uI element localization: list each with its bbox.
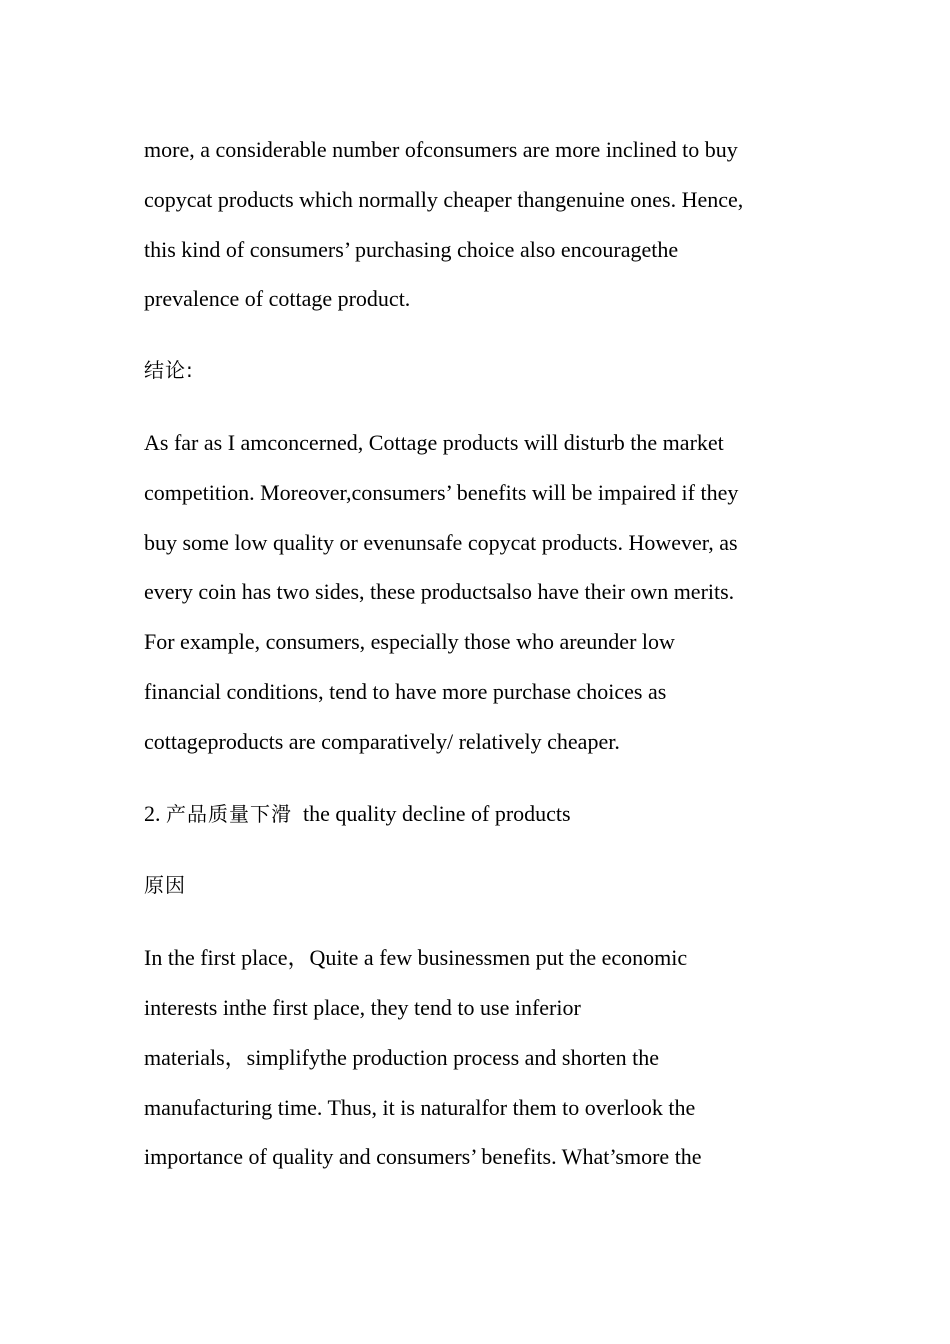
text-line: For example, consumers, especially those who areunder low <box>144 629 675 655</box>
text-line: prevalence of cottage product. <box>144 286 411 312</box>
text-line: copycat products which normally cheaper thangenuine ones. Hence, <box>144 186 744 212</box>
section-heading-line <box>144 789 814 840</box>
text-line: competition. Moreover,consumers’ benefits will be impaired if they <box>144 479 739 505</box>
text-line: cottageproducts are comparatively/ relatively cheaper. <box>144 728 620 754</box>
text-line: In the first place，Quite a few businessmen put the economic <box>144 945 688 971</box>
text-line: materials，simplifythe production process and shorten the <box>144 1044 660 1070</box>
text-line: manufacturing time. Thus, it is naturalfor them to overlook the <box>144 1094 696 1120</box>
text-line: interests inthe first place, they tend to use inferior <box>144 994 581 1020</box>
paragraph-consumer-choice <box>144 125 814 324</box>
paragraph-conclusion <box>144 418 814 767</box>
text-line: As far as I amconcerned, Cottage products will disturb the market <box>144 429 724 455</box>
section-heading-quality-decline <box>144 789 814 840</box>
text-line: financial conditions, tend to have more purchase choices as <box>144 678 667 704</box>
heading-reason <box>144 861 814 911</box>
section-title-cn: 产品质量下滑 <box>166 801 292 826</box>
heading-conclusion <box>144 346 814 396</box>
paragraph-reason <box>144 933 814 1182</box>
text-line: every coin has two sides, these productsalso have their own merits. <box>144 579 735 605</box>
document-body <box>144 125 814 1204</box>
heading-reason-text: 原因 <box>144 873 186 898</box>
heading-conclusion-text: 结论: <box>144 358 194 383</box>
section-number: 2. <box>144 800 161 826</box>
text-line: buy some low quality or evenunsafe copycat products. However, as <box>144 529 738 555</box>
section-title-en: the quality decline of products <box>303 800 571 826</box>
text-line: importance of quality and consumers’ benefits. What’smore the <box>144 1144 702 1170</box>
text-line: more, a considerable number ofconsumers are more inclined to buy <box>144 137 738 162</box>
text-line: this kind of consumers’ purchasing choice also encouragethe <box>144 236 679 262</box>
